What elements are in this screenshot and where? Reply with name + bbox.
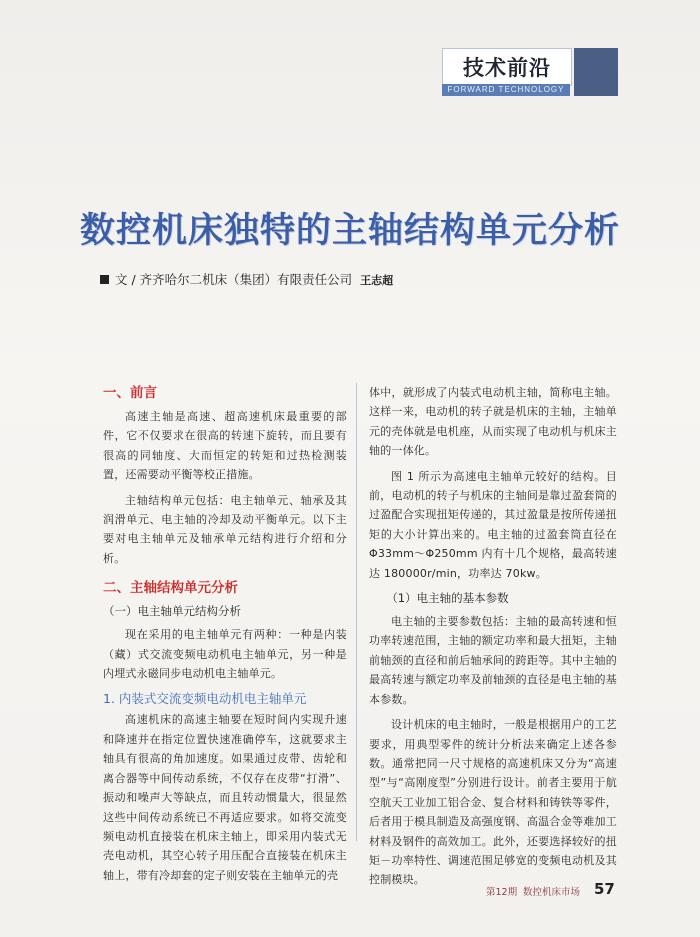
subheading-built-in-motor: 1. 内装式交流变频电动机电主轴单元: [103, 691, 307, 707]
subheading-spindle-unit: （一）电主轴单元结构分析: [103, 604, 241, 619]
article-title: 数控机床独特的主轴结构单元分析: [79, 211, 620, 251]
paragraph: 图 1 所示为高速电主轴单元较好的结构。目前，电动机的转子与机床的主轴间是靠过盈套筒的过盈配合实现扭矩传递的，其过盈量是按所传递扭矩的大小计算出来的。电主轴的过盈套筒直径在 Φ33mm～Φ250mm 内有十几个规格，最高转速达 180000r/min，功率达 70kw。: [369, 469, 617, 580]
author-name: 王志超: [360, 274, 394, 287]
paragraph: 体中，就形成了内装式电动机主轴，简称电主轴。这样一来，电动机的转子就是机床的主轴，主轴单元的壳体就是电机座，从而实现了电动机与机床主轴的一体化。: [369, 386, 617, 458]
paragraph: 高速机床的高速主轴要在短时间内实现升速和降速并在指定位置快速准确停车，这就要求主轴具有很高的角加速度。如果通过皮带、齿轮和离合器等中间传动系统，不仅存在皮带“打滑”、振动和噪声大等缺点，而且转动惯量大，很显然这些中间传动系统已不再适应要求。如将交流变频电动机直接装在机床主轴上，即采用内装式无壳电动机，其空心转子用压配合直接装在机床主轴上，带有冷却套的定子则安装在主轴单元的壳: [103, 713, 347, 882]
byline-square-icon: [100, 275, 109, 284]
paragraph: 电主轴的主要参数包括：主轴的最高转速和恒功率转速范围，主轴的额定功率和最大扭矩，主轴前轴颈的直径和前后轴承间的跨距等。其中主轴的最高转速与额定功率及前轴颈的直径是电主轴的基本参数。: [369, 615, 617, 706]
page-footer: [0, 880, 700, 900]
paragraph: 主轴结构单元包括：电主轴单元、轴承及其润滑单元、电主轴的冷却及动平衡单元。以下主要对电主轴单元及轴承单元结构进行介绍和分析。: [103, 493, 347, 565]
section-tag-block: [574, 48, 618, 96]
paragraph: 设计机床的电主轴时，一般是根据用户的工艺要求，用典型零件的统计分析法来确定上述各参数。通常把同一尺寸规格的高速机床又分为“高速型”与“高刚度型”分别进行设计。前者主要用于航空航天工业加工铝合金、复合材料和铸铁等零件，后者用于模具制造及高强度钢、高温合金等难加工材料及钢件的高效加工。此外，还要选择较好的扭矩－功率特性、调速范围足够宽的变频电动机及其控制模块。: [369, 718, 617, 887]
page-number: 57: [594, 880, 615, 898]
footer-magazine: 数控机床市场: [523, 887, 581, 898]
byline: [100, 270, 393, 288]
section-tag: [442, 48, 616, 92]
section-tag-english: FORWARD TECHNOLOGY: [442, 84, 570, 96]
column-divider: [356, 383, 357, 841]
heading-analysis: 二、主轴结构单元分析: [103, 580, 238, 597]
paragraph: 高速主轴是高速、超高速机床最重要的部件，它不仅要求在很高的转速下旋转，而且要有很高的同轴度、大而恒定的转矩和过热检测装置，还需要动平衡等校正措施。: [103, 410, 347, 482]
subheading-basic-params: （1）电主轴的基本参数: [386, 591, 509, 606]
paragraph: 现在采用的电主轴单元有两种：一种是内装（藏）式交流变频电动机电主轴单元，另一种是内埋式永磁同步电动机电主轴单元。: [103, 628, 347, 681]
section-tag-label: 技术前沿: [442, 48, 572, 86]
right-column: [369, 383, 617, 896]
footer-issue: 第12期: [486, 887, 518, 898]
byline-text: 文 / 齐齐哈尔二机床（集团）有限责任公司: [115, 272, 353, 287]
heading-intro: 一、前言: [103, 385, 157, 401]
left-column: [103, 383, 347, 891]
